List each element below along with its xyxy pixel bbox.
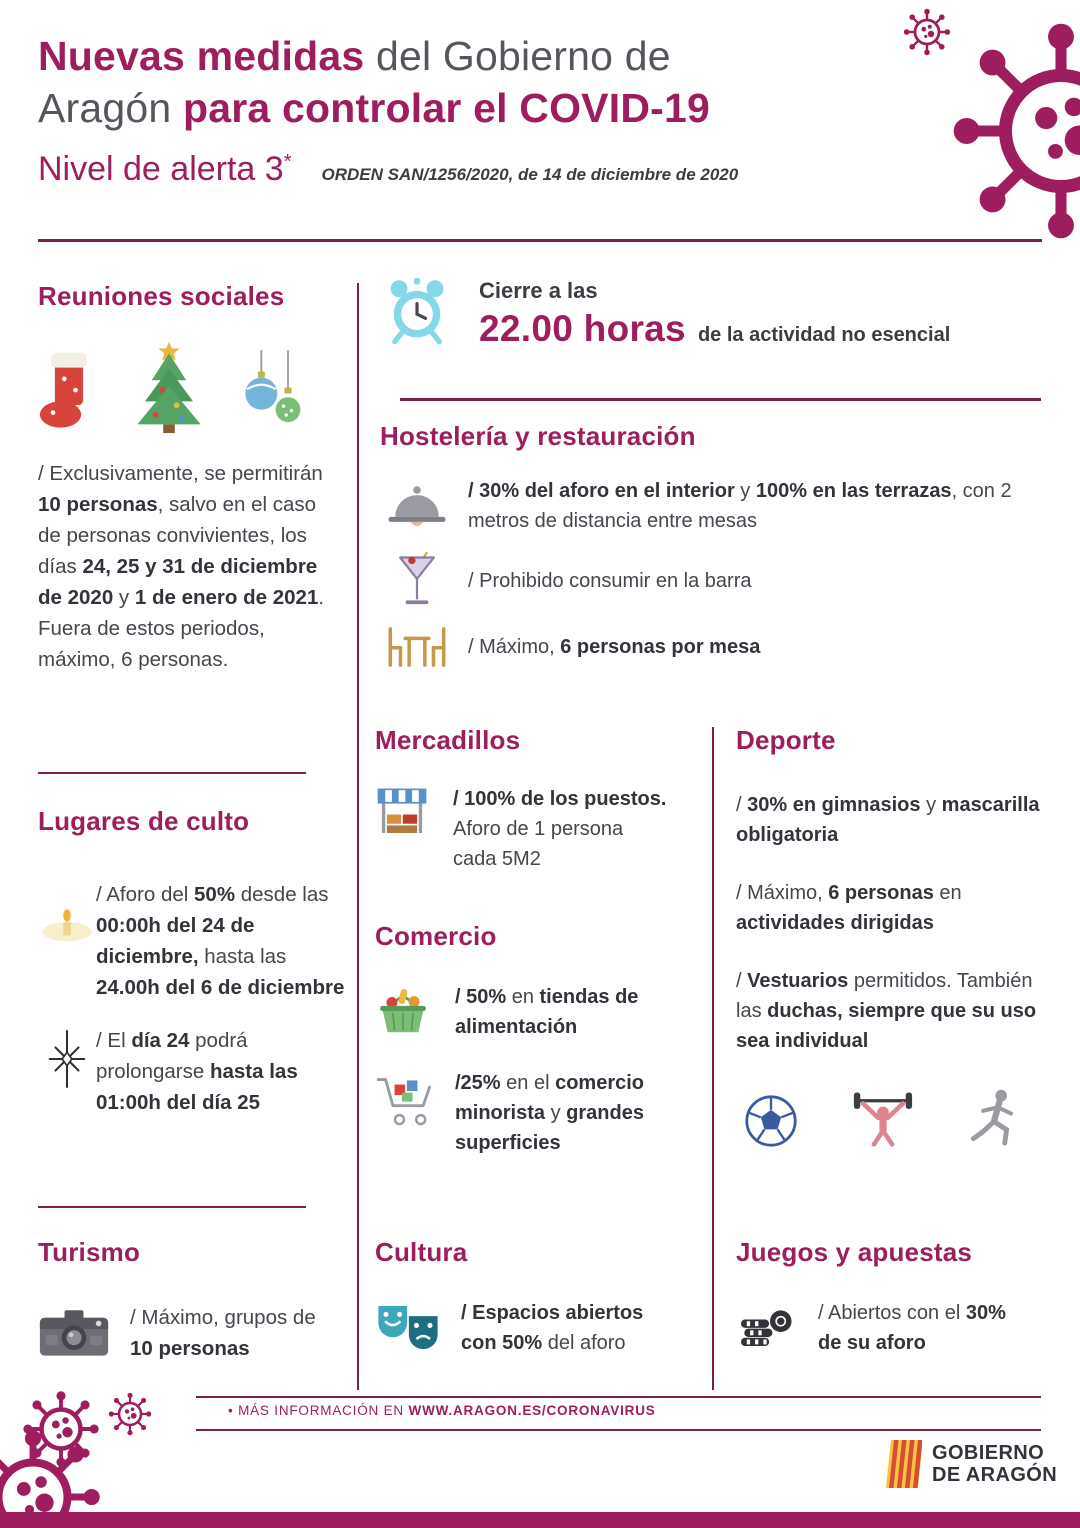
christmas-stocking-icon — [38, 350, 98, 434]
culto-aforo-text: / Aforo del 50% desde las 00:00h del 24 de diciembre, hasta las 24.00h del 6 de diciembre — [96, 883, 345, 999]
footer-divider-top — [196, 1396, 1041, 1398]
candle-icon — [40, 905, 94, 945]
comercio-item-minorista — [375, 1068, 693, 1158]
turismo-item — [38, 1302, 353, 1364]
comercio-item-alimentacion — [375, 982, 693, 1042]
footer-info-text: • MÁS INFORMACIÓN EN WWW.ARAGON.ES/CORONAVIRUS — [228, 1403, 656, 1418]
page-title-line1: Nuevas medidas del Gobierno de — [38, 33, 671, 79]
weightlifter-icon — [852, 1088, 914, 1148]
table-and-chairs-icon — [384, 624, 450, 670]
market-stall-icon — [375, 786, 429, 838]
deporte-vestuarios-text: / Vestuarios permitidos. También las duchas, siempre que su uso sea individual — [736, 970, 1037, 1052]
juegos-title: Juegos y apuestas — [736, 1237, 973, 1267]
camera-icon — [38, 1306, 110, 1358]
sport-icons-row — [736, 1088, 1028, 1148]
turismo-text: / Máximo, grupos de 10 personas — [130, 1306, 316, 1360]
section-juegos-apuestas — [736, 1237, 1048, 1358]
closing-time-block — [383, 276, 1045, 350]
comercio-title: Comercio — [375, 921, 497, 951]
logo-line2: DE ARAGÓN — [932, 1464, 1058, 1486]
hosteleria-title: Hostelería y restauración — [380, 421, 696, 451]
virus-icon — [903, 8, 951, 56]
vertical-divider-left — [357, 283, 359, 1390]
left-divider-1 — [38, 772, 306, 774]
virus-icon — [108, 1392, 152, 1436]
section-reuniones-sociales — [38, 281, 340, 675]
mercadillos-text: / 100% de los puestos. Aforo de 1 persona cada 5M2 — [453, 788, 667, 870]
culto-item-aforo — [38, 879, 350, 1003]
header — [38, 30, 938, 189]
order-reference: ORDEN SAN/1256/2020, de 14 de diciembre de 2020 — [321, 165, 739, 184]
juegos-text: / Abiertos con el 30% de su aforo — [818, 1302, 1006, 1354]
section-hosteleria — [380, 421, 1043, 670]
alert-asterisk: * — [283, 151, 292, 173]
runner-icon — [968, 1088, 1020, 1148]
alert-level: Nivel de alerta 3 — [38, 150, 284, 188]
section-cultura — [375, 1237, 693, 1358]
grocery-basket-icon — [375, 986, 431, 1036]
page-title-line2: Aragón para controlar el COVID-19 — [38, 85, 710, 131]
alarm-clock-icon — [383, 276, 451, 348]
footer-divider-bottom — [196, 1429, 1041, 1431]
culto-title: Lugares de culto — [38, 806, 250, 836]
juegos-item — [736, 1298, 1048, 1358]
christmas-icons-row — [38, 338, 340, 434]
mercadillos-item — [375, 784, 693, 874]
baubles-icon — [240, 348, 304, 434]
closing-scope: de la actividad no esencial — [697, 324, 951, 346]
section-mercadillos — [375, 725, 693, 874]
cultura-title: Cultura — [375, 1237, 468, 1267]
cultura-text: / Espacios abiertos con 50% del aforo — [461, 1302, 644, 1354]
hosteleria-item-mesa — [380, 624, 1043, 670]
aragon-flag-icon — [882, 1440, 922, 1488]
closing-divider — [400, 398, 1041, 401]
hosteleria-barra-text: / Prohibido consumir en la barra — [468, 570, 752, 592]
hosteleria-item-barra — [380, 550, 1043, 612]
bottom-accent-bar — [0, 1512, 1080, 1528]
comercio-alimentacion-text: / 50% en tiendas de alimentación — [455, 986, 639, 1038]
hosteleria-item-aforo — [380, 476, 1043, 536]
soccer-ball-icon — [744, 1094, 798, 1148]
hosteleria-aforo-text: / 30% del aforo en el interior y 100% en las terrazas, con 2 metros de distancia entre mesas — [468, 480, 1012, 532]
turismo-title: Turismo — [38, 1237, 141, 1267]
culto-item-dia24 — [38, 1025, 350, 1118]
closing-time: 22.00 horas — [479, 308, 686, 349]
hosteleria-mesa-text: / Máximo, 6 personas por mesa — [468, 636, 761, 658]
deporte-actividades-text: / Máximo, 6 personas en actividades dirigidas — [736, 882, 962, 934]
section-comercio — [375, 921, 693, 1158]
gobierno-aragon-logo — [882, 1440, 1057, 1488]
alert-level-row — [38, 150, 938, 189]
vertical-divider-right — [712, 727, 714, 1390]
shopping-cart-icon — [375, 1072, 437, 1128]
section-turismo — [38, 1237, 353, 1364]
sparkle-star-icon — [44, 1029, 90, 1089]
logo-line1: GOBIERNO — [932, 1442, 1045, 1464]
poker-chips-icon — [736, 1302, 794, 1352]
deporte-gimnasios-text: / 30% en gimnasios y mascarilla obligatoria — [736, 794, 1040, 846]
section-lugares-de-culto — [38, 806, 350, 1118]
mercadillos-title: Mercadillos — [375, 725, 521, 755]
cocktail-glass-icon — [395, 550, 439, 612]
culto-dia24-text: / El día 24 podrá prolongarse hasta las 01:00h del día 25 — [96, 1029, 298, 1114]
section-deporte — [736, 725, 1048, 1148]
deporte-title: Deporte — [736, 725, 836, 755]
theater-masks-icon — [375, 1302, 441, 1354]
header-divider — [38, 239, 1042, 242]
food-tray-cloche-icon — [385, 480, 449, 532]
christmas-tree-icon — [126, 338, 212, 434]
cultura-item — [375, 1298, 693, 1358]
virus-icon — [950, 20, 1080, 242]
reuniones-title: Reuniones sociales — [38, 281, 285, 311]
comercio-minorista-text: /25% en el comercio minorista y grandes superficies — [455, 1072, 645, 1154]
reuniones-text: / Exclusivamente, se permitirán 10 personas, salvo en el caso de personas convivientes, los días 24, 25 y 31 de diciembre de 2020 y 1 de enero de 2021. Fuera de estos periodos, máximo, 6 personas. — [38, 462, 325, 671]
left-divider-2 — [38, 1206, 306, 1208]
closing-intro: Cierre a las — [479, 278, 598, 303]
